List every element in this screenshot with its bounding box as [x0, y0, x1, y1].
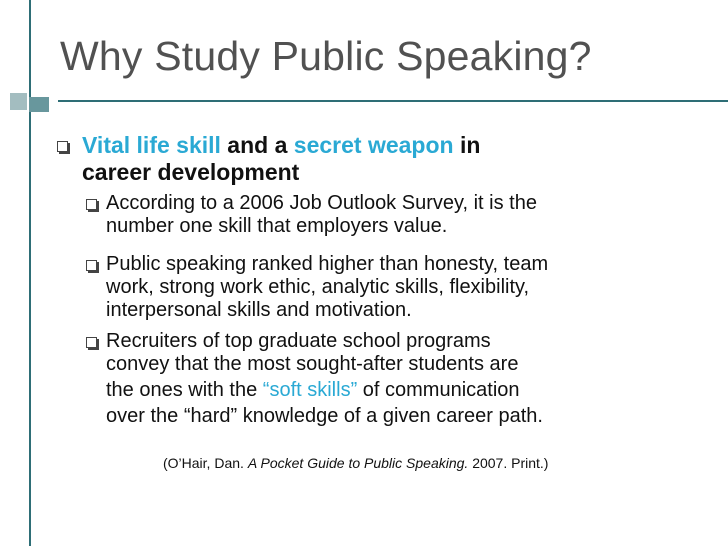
- sub-bullet-2-line-2: work, strong work ethic, analytic skills, flexibility,: [106, 276, 530, 298]
- sub-bullet-3-text: the ones with the: [106, 379, 263, 401]
- sub-bullet-1-line-2: number one skill that employers value.: [106, 215, 448, 237]
- main-bullet-text: and a: [220, 132, 294, 158]
- accent-blocks: [10, 93, 54, 115]
- main-bullet-text-end: in: [453, 132, 481, 158]
- sub-bullet-2-line-1: Public speaking ranked higher than honesty, team: [106, 253, 549, 275]
- vertical-accent-line: [29, 0, 31, 546]
- sub-bullet-2-line-3: interpersonal skills and motivation.: [106, 299, 412, 321]
- slide-title: Why Study Public Speaking?: [60, 33, 592, 79]
- highlight-vital-life-skill: Vital life skill: [82, 132, 221, 158]
- main-bullet-line-2: career development: [82, 159, 300, 185]
- citation-book-title: A Pocket Guide to Public Speaking.: [247, 455, 469, 471]
- highlight-secret-weapon: secret weapon: [293, 132, 454, 158]
- highlight-soft-skills: “soft skills”: [262, 379, 358, 401]
- square-bullet-icon: [86, 260, 97, 271]
- sub-bullet-3-line-3: [106, 379, 520, 402]
- accent-block-light: [10, 93, 27, 110]
- sub-bullet-3-text-end: of communication: [357, 379, 520, 401]
- sub-bullet-1-line-1: According to a 2006 Job Outlook Survey, it is the: [106, 192, 537, 214]
- citation-year: 2007. Print.): [468, 455, 549, 471]
- square-bullet-icon: [86, 199, 97, 210]
- main-bullet-line-1: [82, 132, 480, 158]
- accent-block-dark: [29, 97, 49, 112]
- sub-bullet-3-line-1: Recruiters of top graduate school programs: [106, 330, 491, 352]
- citation-author: (O’Hair, Dan.: [163, 455, 248, 471]
- title-underline: [58, 100, 728, 102]
- citation: [163, 455, 548, 471]
- square-bullet-icon: [57, 141, 68, 152]
- square-bullet-icon: [86, 337, 97, 348]
- sub-bullet-3-line-2: convey that the most sought-after students are: [106, 353, 519, 375]
- sub-bullet-3-line-4: over the “hard” knowledge of a given career path.: [106, 405, 543, 427]
